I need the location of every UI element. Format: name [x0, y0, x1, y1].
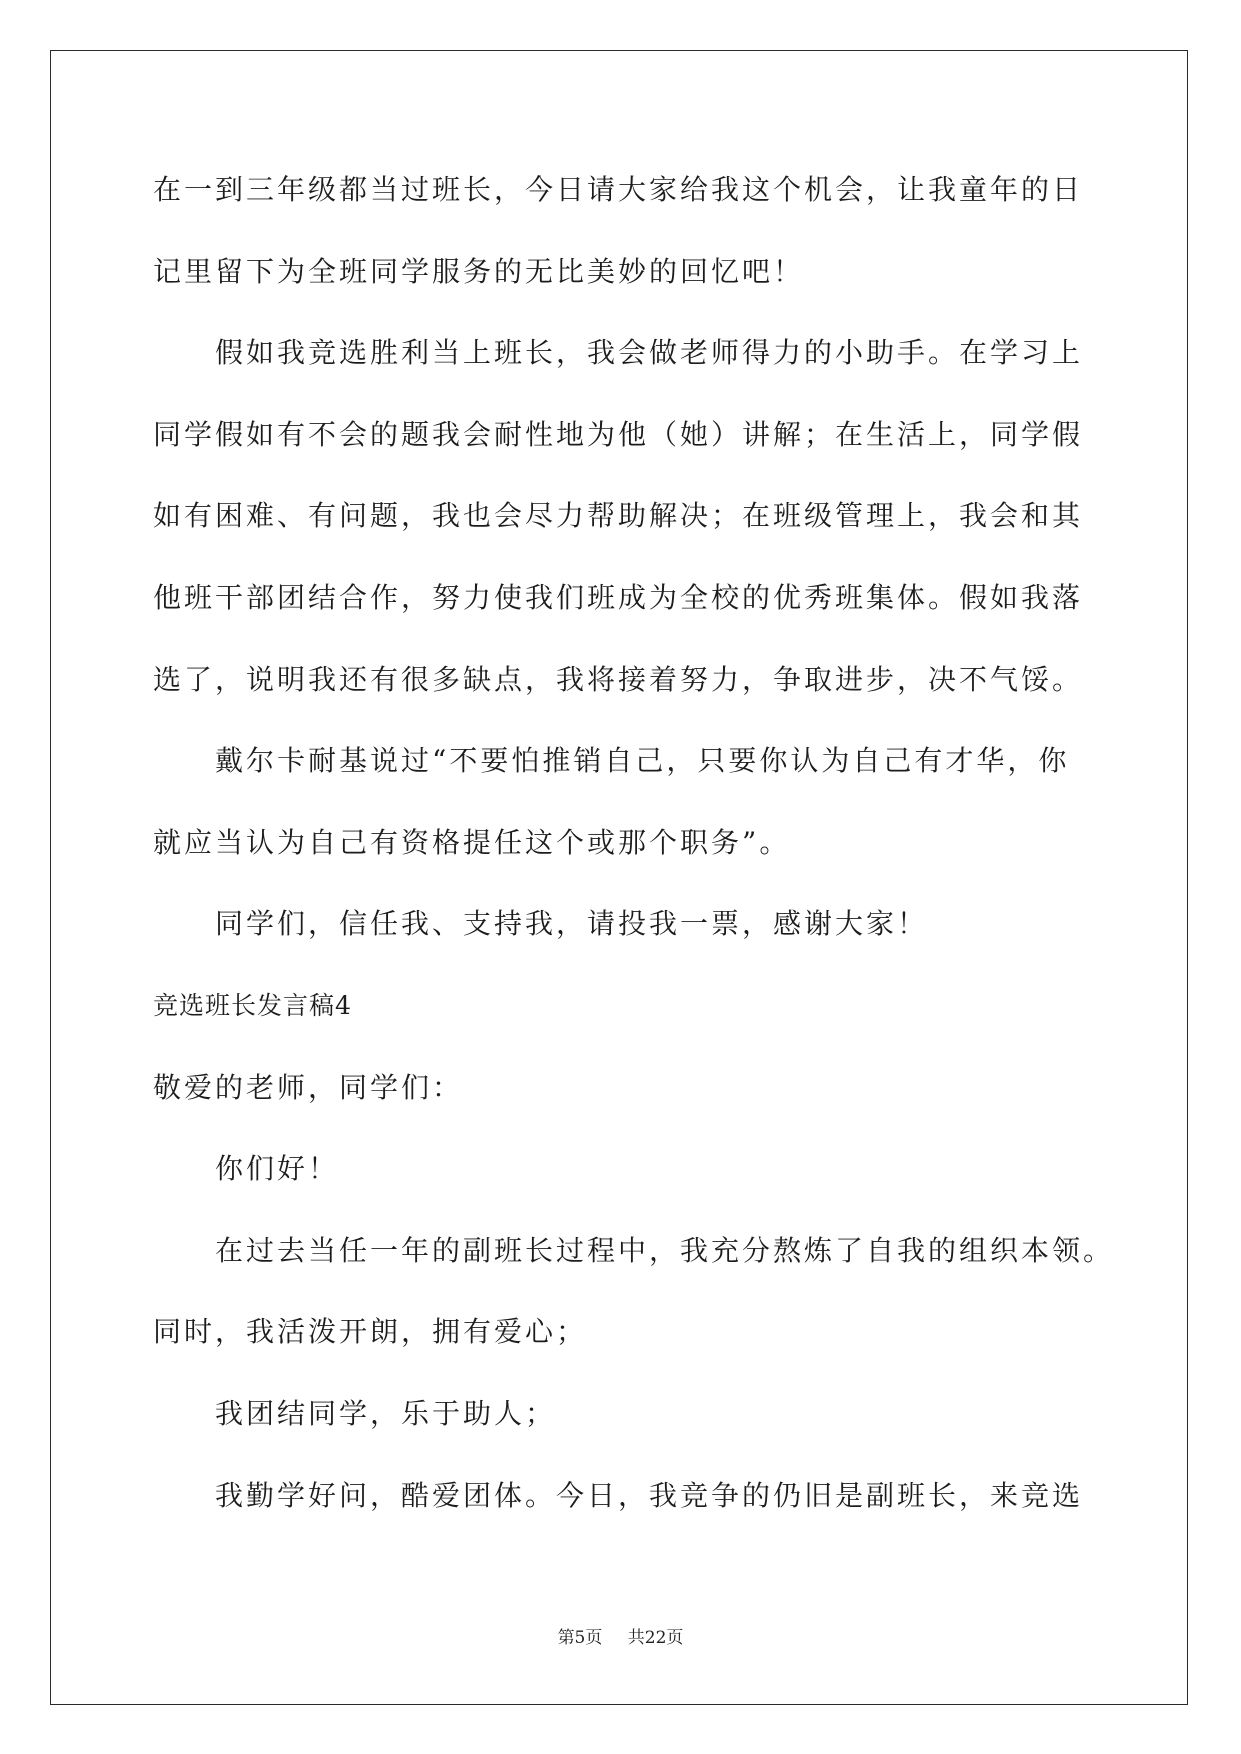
- section-heading: 竞选班长发言稿4: [153, 990, 352, 1020]
- page-total: 共22页: [627, 1628, 684, 1648]
- text-line: 戴尔卡耐基说过“不要怕推销自己，只要你认为自己有才华，你: [215, 744, 1070, 778]
- text-line: 我勤学好问，酷爱团体。今日，我竞争的仍旧是副班长，来竞选: [215, 1478, 1084, 1512]
- text-line: 他班干部团结合作，努力使我们班成为全校的优秀班集体。假如我落: [153, 580, 1084, 614]
- page-number: 第5页: [557, 1628, 603, 1648]
- text-line: 同时，我活泼开朗，拥有爱心；: [153, 1315, 588, 1349]
- document-body: [153, 149, 1163, 1536]
- page-footer: [0, 1626, 1241, 1650]
- text-line: 同学假如有不会的题我会耐性地为他（她）讲解；在生活上，同学假: [153, 417, 1084, 451]
- greeting-line: 你们好！: [215, 1152, 340, 1186]
- salutation-line: 敬爱的老师，同学们：: [153, 1070, 464, 1104]
- text-line: 在过去当任一年的副班长过程中，我充分熬炼了自我的组织本领。: [215, 1233, 1115, 1267]
- text-line: 假如我竞选胜利当上班长，我会做老师得力的小助手。在学习上: [215, 336, 1084, 370]
- text-line: 同学们，信任我、支持我，请投我一票，感谢大家！: [215, 907, 929, 941]
- text-line: 记里留下为全班同学服务的无比美妙的回忆吧！: [153, 254, 805, 288]
- text-line: 选了，说明我还有很多缺点，我将接着努力，争取进步，决不气馁。: [153, 662, 1084, 696]
- text-line: 在一到三年级都当过班长，今日请大家给我这个机会，让我童年的日: [153, 173, 1084, 206]
- text-line: 如有困难、有问题，我也会尽力帮助解决；在班级管理上，我会和其: [153, 499, 1084, 533]
- text-line: 我团结同学，乐于助人；: [215, 1396, 557, 1430]
- text-line: 就应当认为自己有资格提任这个或那个职务”。: [153, 825, 791, 859]
